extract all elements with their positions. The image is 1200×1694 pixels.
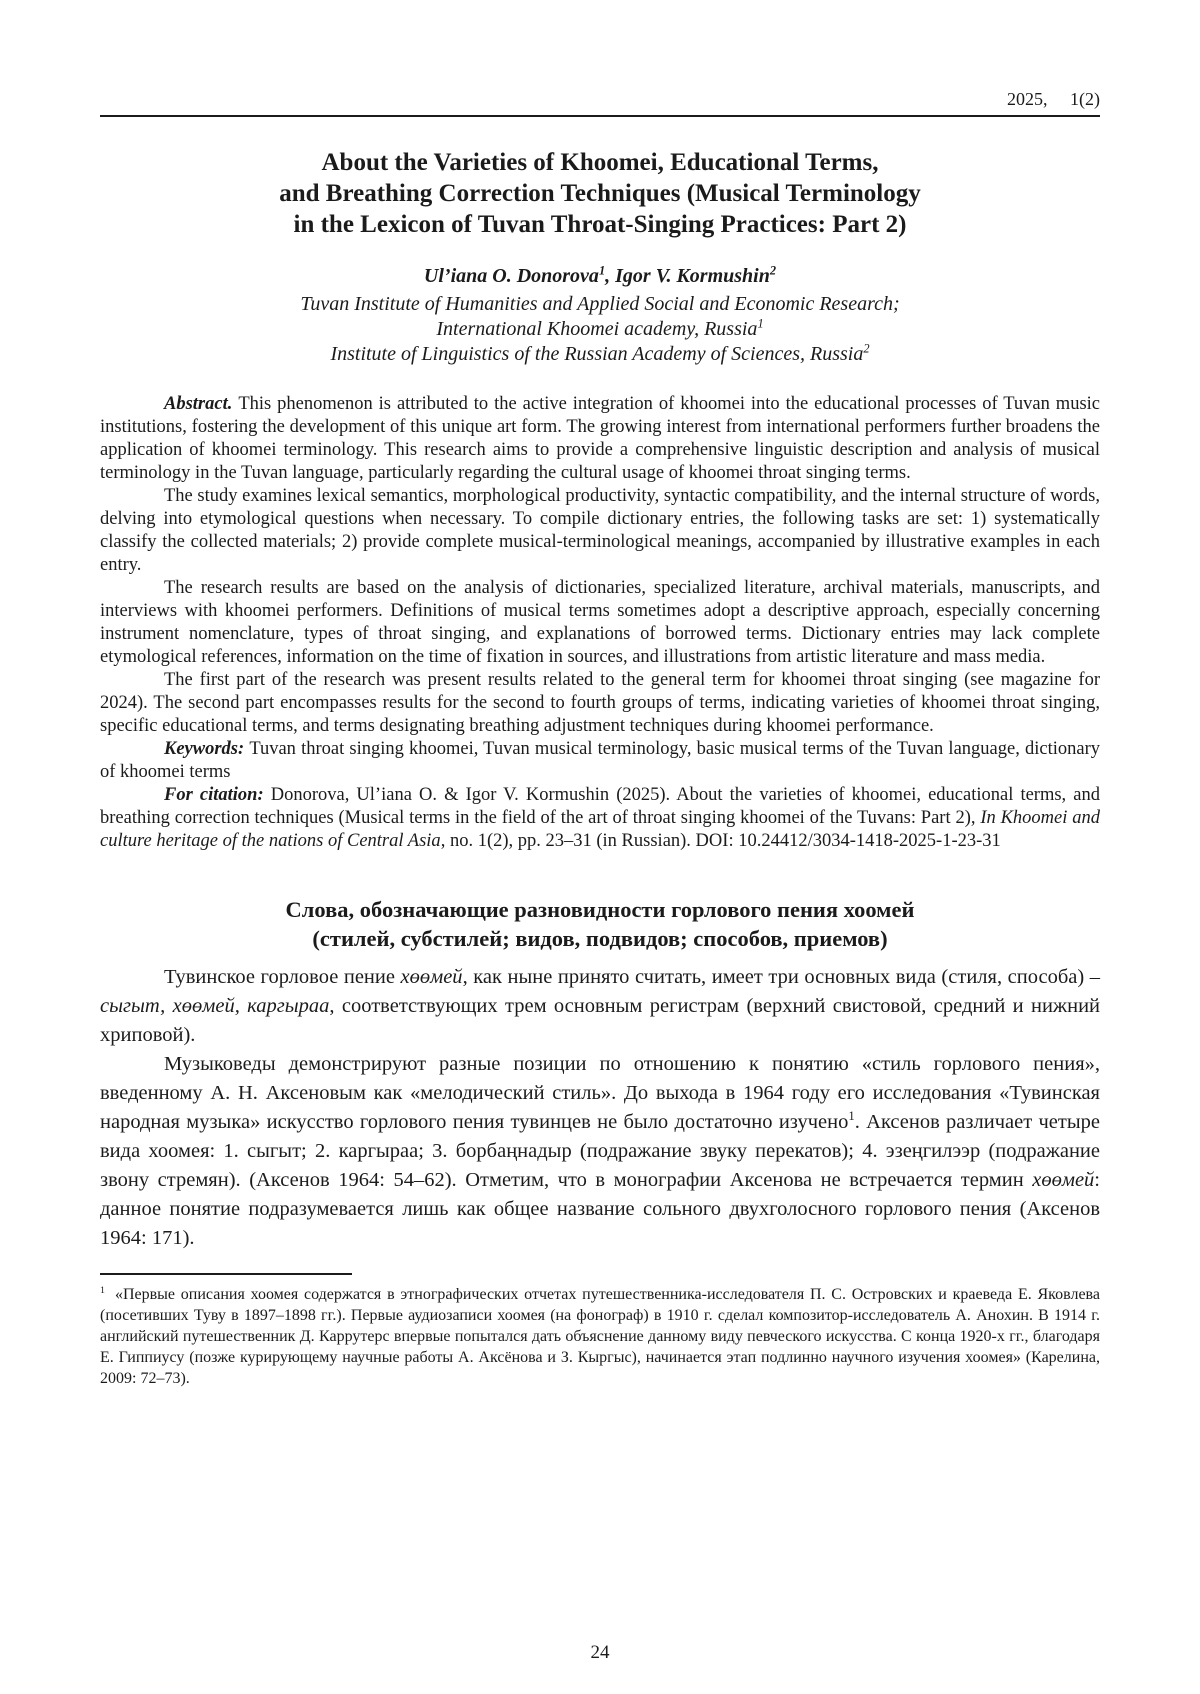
citation-paragraph: [100, 784, 1100, 853]
issue-label: 2025, 1(2): [1007, 89, 1100, 109]
article-title: [100, 147, 1100, 240]
text-segment: Музыковеды демонстрируют разные позиции по отношению к понятию «стиль горлового пения», введенному А. Н. Аксеновым как «мелодический стиль». До выхода в 1964 году его исследования «Тувинская народная музыка» искусство горлового пения тувинцев не было достаточно изучено: [100, 1053, 1100, 1133]
russian-section: [100, 895, 1100, 1253]
text-segment: Abstract.: [164, 394, 239, 414]
superscript-marker: 2: [863, 341, 870, 356]
english-body: [100, 393, 1100, 853]
page-number: 24: [590, 1642, 610, 1663]
text-segment: Tuvan Institute of Humanities and Applied Social and Economic Research;: [300, 293, 900, 315]
text-segment: , как ныне принято считать, имеет три основных вида (стиля, способа) –: [462, 966, 1100, 988]
body-paragraph-3: [100, 577, 1100, 669]
text-segment: сыгыт, хөөмей, каргыраа: [100, 995, 330, 1017]
text-segment: «Первые описания хоомея содержатся в этнографических отчетах путешественника-исследователя П. С. Островских и краеведа Е. Яковлева (посетивших Туву в 1897–1898 гг.). Первые аудиозаписи хоомея (на фонограф) в 1910 г. сделал композитор-исследователь А. Анохин. В 1914 г. английский путешественник Д. Каррутерс впервые попытался дать объяснение данному виду певческого искусства. С конца 1920-х гг., благодаря Е. Гиппиусу (позже курирующему научные работы А. Аксёнова и З. Кыргыс), начинается этап подлинно научного изучения хоомея» (Карелина, 2009: 72–73).: [100, 1286, 1100, 1387]
affiliation-line-2: [100, 317, 1100, 342]
text-segment: , соответствующих трем основным регистрам (верхний свистовой, средний и нижний хриповой).: [100, 995, 1101, 1046]
text-segment: This phenomenon is attributed to the active integration of khoomei into the educational processes of Tuvan music institutions, fostering the development of this unique art form. The growing interest from international performers further broadens the application of khoomei terminology. This research aims to provide a comprehensive linguistic description and analysis of musical terminology in the Tuvan language, particularly regarding the cultural usage of khoomei throat singing terms.: [100, 394, 1100, 483]
abstract-paragraph: [100, 393, 1100, 485]
text-segment: Tuvan throat singing khoomei, Tuvan musical terminology, basic musical terms of the Tuvan language, dictionary of khoomei terms: [100, 739, 1100, 782]
text-segment: Donorova, Ul’iana O. & Igor V. Kormushin (2025). About the varieties of khoomei, educational terms, and breathing correction techniques (Musical terms in the field of the art of throat singing khoomei of the Tuvans: Part 2),: [100, 785, 1100, 828]
russian-paragraph-1: [100, 963, 1100, 1050]
text-segment: International Khoomei academy, Russia: [436, 318, 758, 340]
title-line-3: in the Lexicon of Tuvan Throat-Singing Practices: Part 2): [293, 211, 907, 238]
text-segment: The study examines lexical semantics, morphological productivity, syntactic compatibility, and the internal structure of words, delving into etymological questions when necessary. To compile dictionary entries, the following tasks are set: 1) systematically classify the collected materials; 2) provide complete musical-terminological meanings, accompanied by illustrative examples in each entry.: [100, 486, 1100, 575]
superscript-marker: 1: [848, 1109, 855, 1124]
body-paragraph-2: [100, 485, 1100, 577]
keywords-paragraph: [100, 738, 1100, 784]
russian-heading-line-2: (стилей, субстилей; видов, подвидов; способов, приемов): [312, 926, 888, 951]
footnote-separator: [100, 1273, 352, 1275]
text-segment: For citation:: [164, 785, 271, 805]
superscript-marker: 2: [769, 263, 777, 278]
russian-section-heading: [100, 895, 1100, 953]
text-segment: хөөмей: [1032, 1169, 1095, 1191]
affiliations-block: [100, 292, 1100, 367]
title-line-2: and Breathing Correction Techniques (Musical Terminology: [279, 180, 921, 207]
text-segment: . Аксенов различает четыре вида хоомея: 1. сыгыт; 2. каргыраа; 3. борбаңнадыр (подражание звуку перекатов); 4. эзеңгилээр (подражание звону стремян). (Аксенов 1964: 54–62). Отметим, что в монографии Аксенова не встречается термин: [100, 1111, 1100, 1191]
title-line-1: About the Varieties of Khoomei, Educational Terms,: [321, 149, 879, 176]
russian-body: [100, 963, 1100, 1253]
text-segment: Ul’iana O. Donorova: [423, 265, 599, 287]
text-segment: In Khoomei and culture heritage of the nations of Central Asia: [100, 808, 1100, 851]
text-segment: Тувинское горловое пение: [164, 966, 401, 988]
affiliation-line-3: [100, 342, 1100, 367]
text-segment: , no. 1(2), pp. 23–31 (in Russian). DOI: 10.24412/3034-1418-2025-1-23-31: [440, 831, 1001, 851]
superscript-marker: 1: [100, 1284, 105, 1296]
russian-paragraph-2: [100, 1050, 1100, 1253]
superscript-marker: 1: [598, 263, 606, 278]
text-segment: The research results are based on the analysis of dictionaries, specialized literature, archival materials, manuscripts, and interviews with khoomei performers. Definitions of musical terms sometimes adopt a descriptive approach, especially concerning instrument nomenclature, types of throat singing, and explanations of borrowed terms. Dictionary entries may lack complete etymological references, information on the time of fixation in sources, and illustrations from artistic literature and mass media.: [100, 578, 1100, 667]
page-header: [100, 88, 1100, 117]
body-paragraph-4: [100, 669, 1100, 738]
footnote-text: [100, 1284, 1100, 1389]
superscript-marker: 1: [757, 316, 764, 331]
text-segment: Institute of Linguistics of the Russian Academy of Sciences, Russia: [330, 343, 864, 365]
authors-line: [100, 264, 1100, 289]
affiliation-line-1: [100, 292, 1100, 317]
russian-heading-line-1: Слова, обозначающие разновидности горлового пения хоомей: [285, 897, 915, 922]
text-segment: Keywords:: [164, 739, 250, 759]
text-segment: The first part of the research was present results related to the general term for khoomei throat singing (see magazine for 2024). The second part encompasses results for the second to fourth groups of terms, indicating varieties of khoomei throat singing, specific educational terms, and terms designating breathing adjustment techniques during khoomei performance.: [100, 670, 1100, 736]
text-segment: : данное понятие подразумевается лишь как общее название сольного двухголосного горлового пения (Аксенов 1964: 171).: [100, 1169, 1100, 1249]
text-segment: , Igor V. Kormushin: [605, 265, 770, 287]
text-segment: хөөмей: [400, 966, 463, 988]
